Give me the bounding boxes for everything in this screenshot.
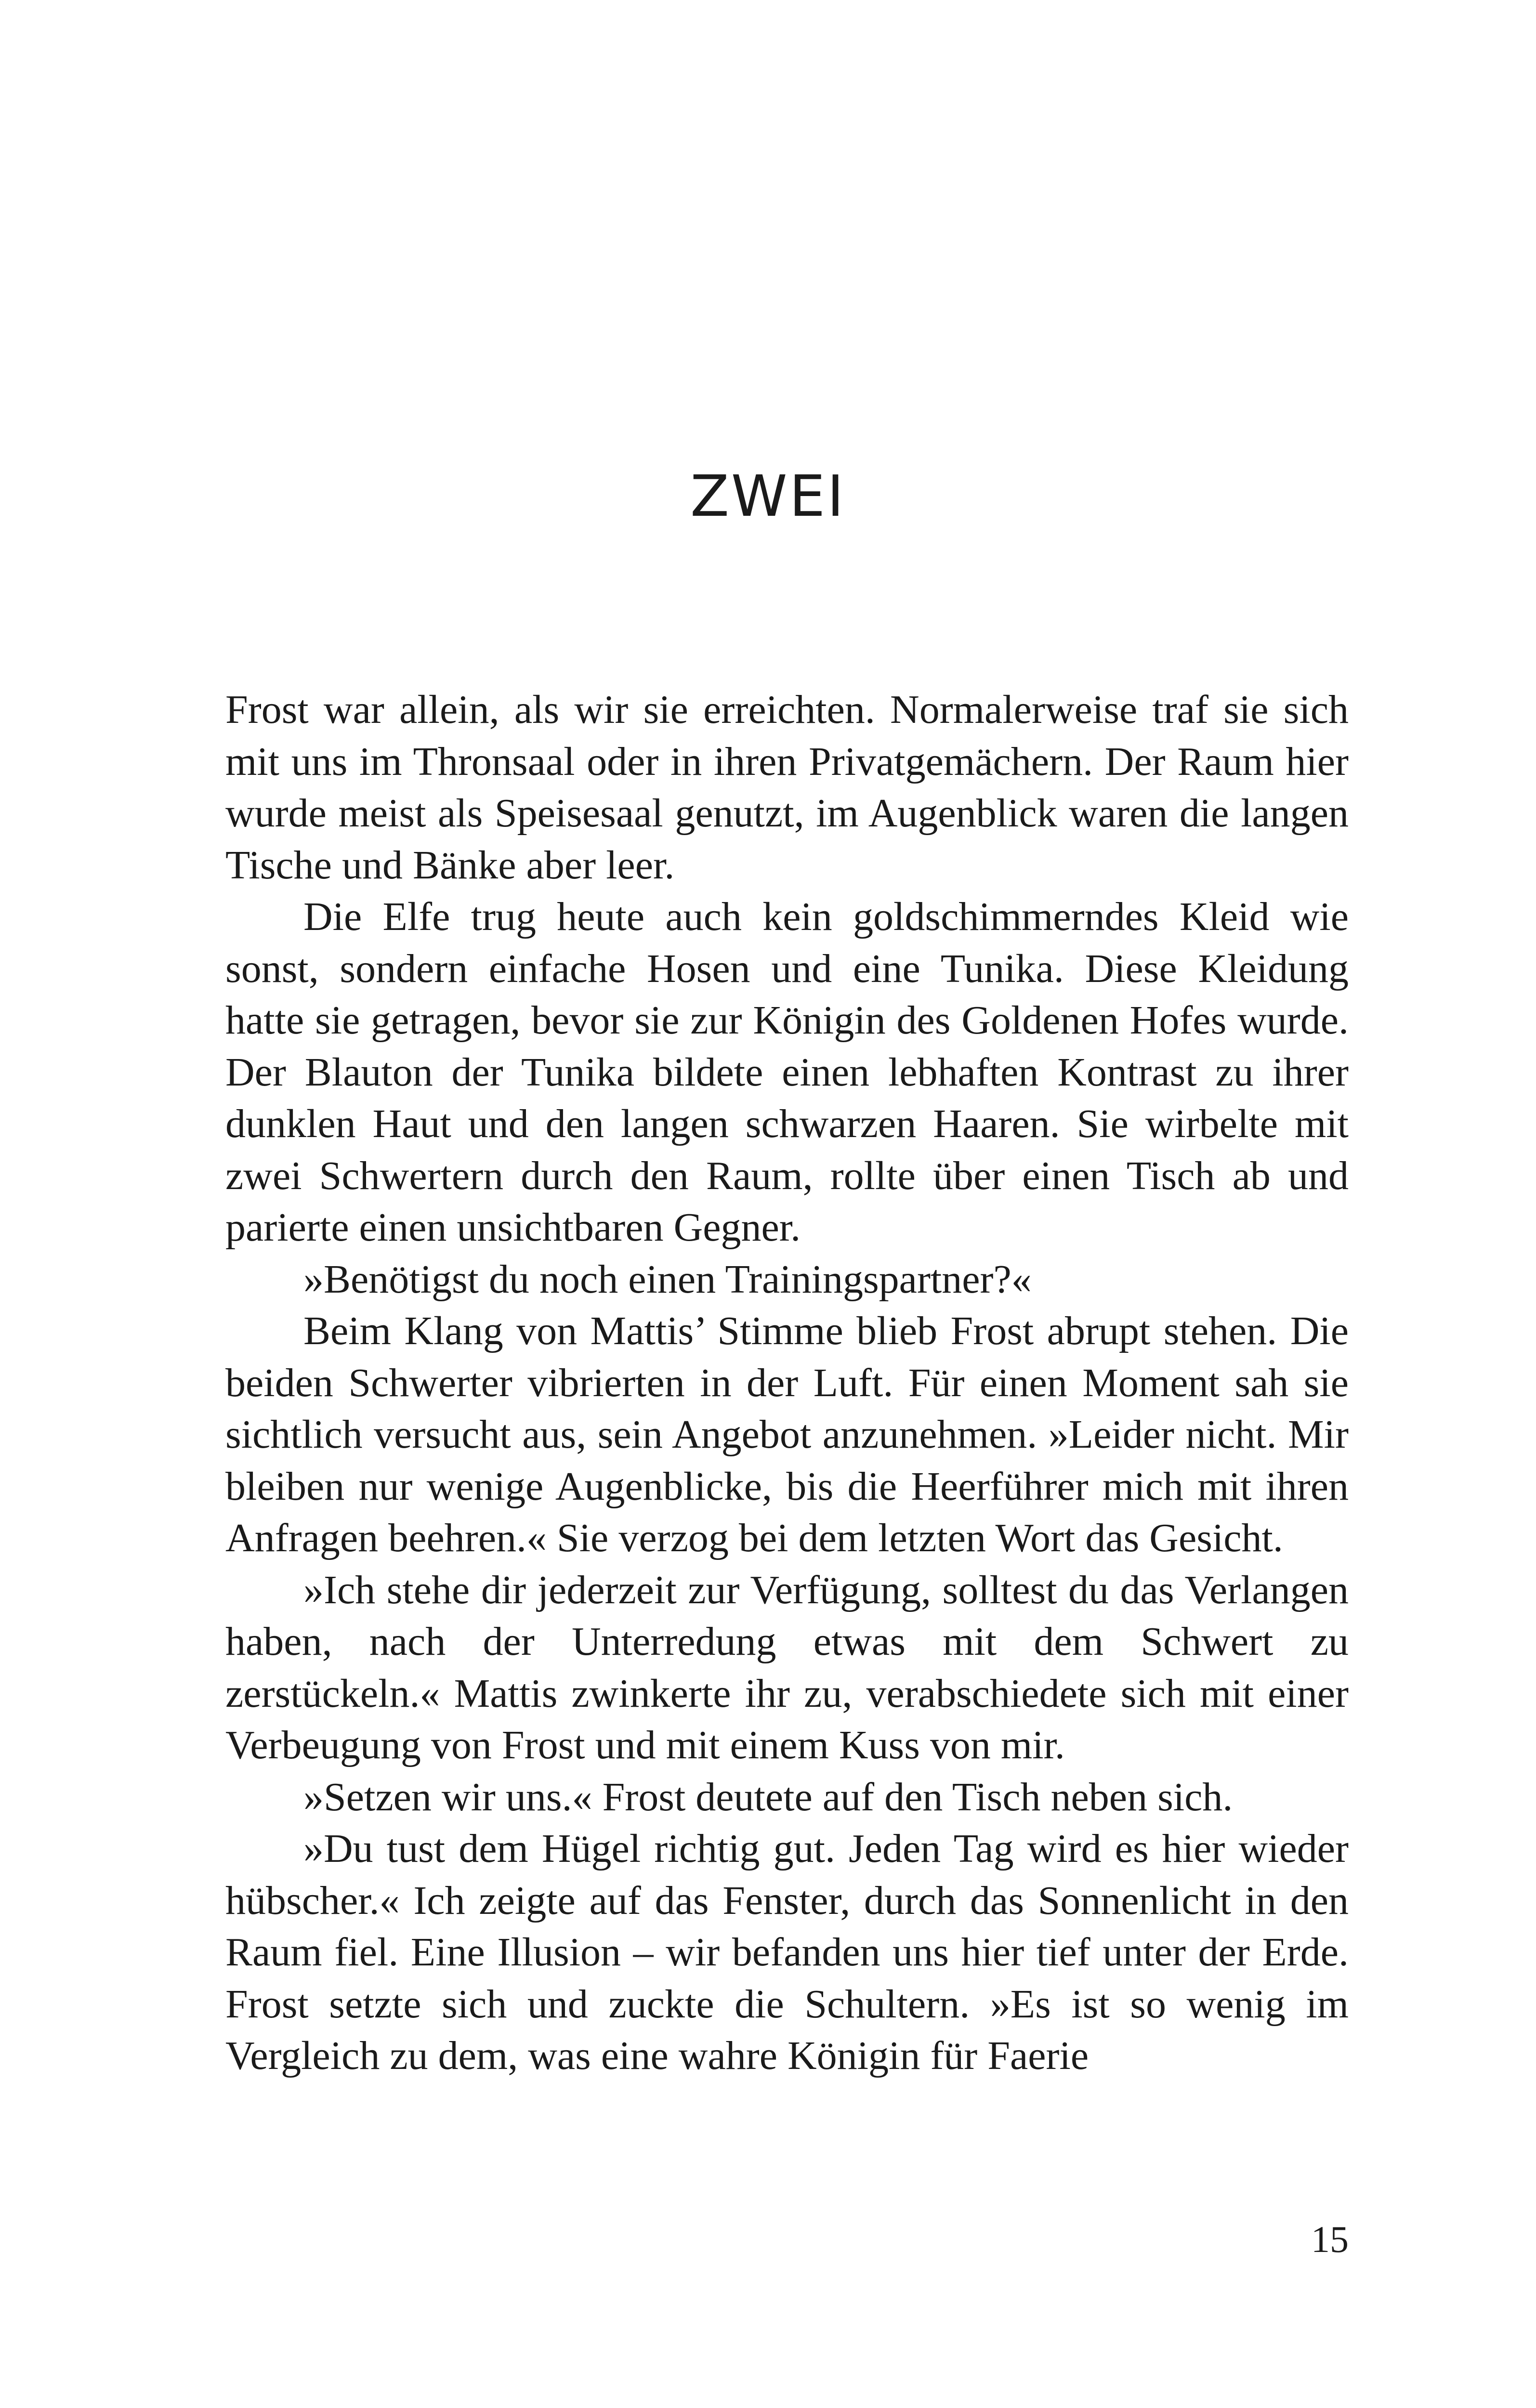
paragraph: Beim Klang von Mattis’ Stimme blieb Frost abrupt stehen. Die beiden Schwerter vibrierten in der Luft. Für einen Moment sah sie sichtlich versucht aus, sein Angebot anzunehmen. »Leider nicht. Mir bleiben nur wenige Augenblicke, bis die Heerführer mich mit ihren Anfragen beehren.« Sie verzog bei dem letzten Wort das Gesicht. xyxy=(225,1309,1349,1560)
paragraph: »Setzen wir uns.« Frost deutete auf den Tisch neben sich. xyxy=(303,1774,1233,1819)
page-number: 15 xyxy=(1311,2218,1349,2260)
paragraph: »Ich stehe dir jederzeit zur Verfügung, solltest du das Verlangen haben, nach der Unterredung etwas mit dem Schwert zu zerstückeln.« Mattis zwinkerte ihr zu, verabschiedete sich mit einer Verbeugung von Frost und mit einem Kuss von mir. xyxy=(225,1567,1349,1767)
paragraph: »Du tust dem Hügel richtig gut. Jeden Tag wird es hier wieder hübscher.« Ich zeigte auf das Fenster, durch das Sonnenlicht in den Raum fiel. Eine Illusion – wir befanden uns hier tief unter der Erde. Frost setzte sich und zuckte die Schultern. »Es ist so wenig im Vergleich zu dem, was eine wahre Königin für Faerie xyxy=(225,1826,1349,2078)
body-text xyxy=(225,684,1349,2082)
paragraph: Frost war allein, als wir sie erreichten. Normalerweise traf sie sich mit uns im Thronsaal oder in ihren Privatgemächern. Der Raum hier wurde meist als Speisesaal genutzt, im Augenblick waren die langen Tische und Bänke aber leer. xyxy=(225,687,1349,888)
chapter-title: ZWEI xyxy=(690,463,846,529)
paragraph: Die Elfe trug heute auch kein goldschimmerndes Kleid wie sonst, sondern einfache Hosen und eine Tunika. Diese Kleidung hatte sie getragen, bevor sie zur Königin des Goldenen Hofes wurde. Der Blauton der Tunika bildete einen lebhaften Kontrast zu ihrer dunklen Haut und den langen schwarzen Haaren. Sie wirbelte mit zwei Schwertern durch den Raum, rollte über einen Tisch ab und parierte einen unsichtbaren Gegner. xyxy=(225,894,1349,1250)
paragraph: »Benötigst du noch einen Trainingspartner?« xyxy=(303,1256,1032,1302)
